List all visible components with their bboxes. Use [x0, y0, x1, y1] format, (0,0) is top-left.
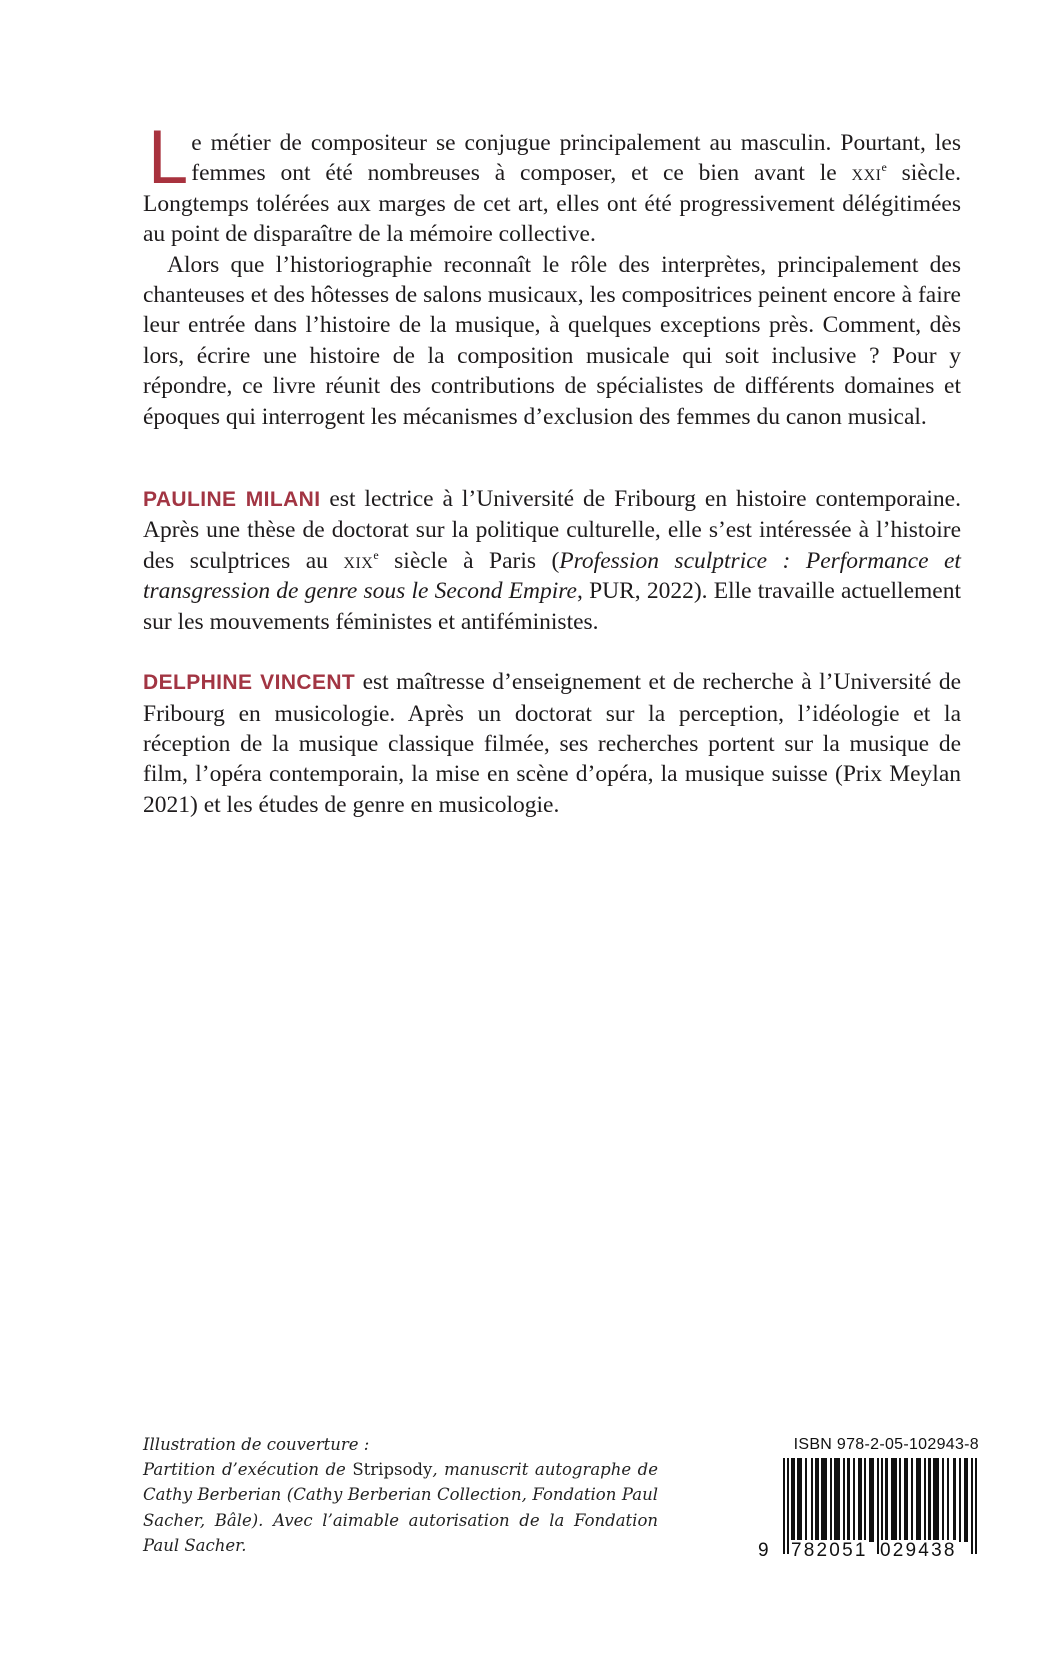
credits-body — [143, 1457, 658, 1558]
credits-text: Partition d’exécution de — [143, 1460, 353, 1480]
book-title: Profession sculptrice : Performance et transgression de genre sous le Second Empire — [143, 547, 961, 605]
century-numeral: xxi — [851, 160, 882, 187]
blurb-paragraph-2: Alors que l’historiographie reconnaît le rôle des interprètes, principalement des chanteuses et des hôtesses de salons musicaux, les compositrices peinent encore à faire leur entrée dans l’histoire de la musique, à quelques exceptions près. Comment, dès lors, écrire une histoire de la composition musicale qui soit inclusive ? Pour y répondre, ce livre réunit des contributions de spécialistes de différents domaines et époques qui interrogent les mécanismes d’exclusion des femmes du canon musical. — [143, 251, 961, 430]
author-name: DELPHINE VINCENT — [143, 671, 356, 695]
isbn-label: ISBN 978-2-05-102943-8 — [793, 1436, 979, 1453]
blurb-p1-end: siècle. Longtemps tolérées aux marges de cet art, elles ont été progressivement délégitimées au point de disparaître de la mémoire collective. — [143, 160, 961, 248]
bio-text: est lectrice à l’Université de Fribourg en histoire contemporaine. Après une thèse de doctorat sur la politique culturelle, elle s’est intéressée à l’histoire des sculptrices au — [143, 486, 961, 574]
barcode-right-digits: 029438 — [880, 1540, 957, 1561]
isbn-barcode-block — [758, 1436, 979, 1562]
barcode-left-digits: 782051 — [791, 1540, 868, 1561]
blurb-p1-start: e métier de compositeur se conjugue principalement au masculin. Pourtant, les femmes ont été nombreuses à composer, et ce bien avant le — [191, 130, 961, 187]
bio-text: , PUR, 2022). Elle travaille actuellement sur les mouvements féministes et antiféministes. — [143, 578, 962, 635]
back-cover-text — [143, 115, 962, 844]
blurb-paragraph-1 — [143, 115, 961, 250]
century-superscript: e — [373, 547, 379, 562]
work-title: Stripsody — [352, 1460, 433, 1480]
barcode — [758, 1458, 979, 1562]
author-bio-vincent — [143, 667, 961, 820]
bio-text: est maîtresse d’enseignement et de recherche à l’Université de Fribourg en musicologie. Après un doctorat sur la perception, l’idéologie et la réception de la musique classique filmée, ses recherches portent sur la musique de film, l’opéra contemporain, la mise en scène d’opéra, la musique suisse (Prix Meylan 2021) et les études de genre en musicologie. — [143, 669, 961, 818]
author-name: PAULINE MILANI — [143, 488, 321, 512]
cover-illustration-credits — [143, 1432, 658, 1558]
barcode-lead-digit: 9 — [758, 1540, 769, 1561]
credits-heading: Illustration de couverture : — [143, 1435, 370, 1454]
drop-cap: L — [148, 115, 189, 200]
bio-text: siècle à Paris ( — [378, 547, 560, 574]
credits-text: , manuscrit autographe de Cathy Berberian (Cathy Berberian Collection, Fondation Paul Sacher, Bâle). Avec l’aimable autorisation de la Fondation Paul Sacher. — [143, 1460, 658, 1555]
century-numeral: xix — [343, 547, 374, 574]
century-superscript: e — [881, 160, 887, 175]
author-bio-milani — [143, 484, 961, 637]
